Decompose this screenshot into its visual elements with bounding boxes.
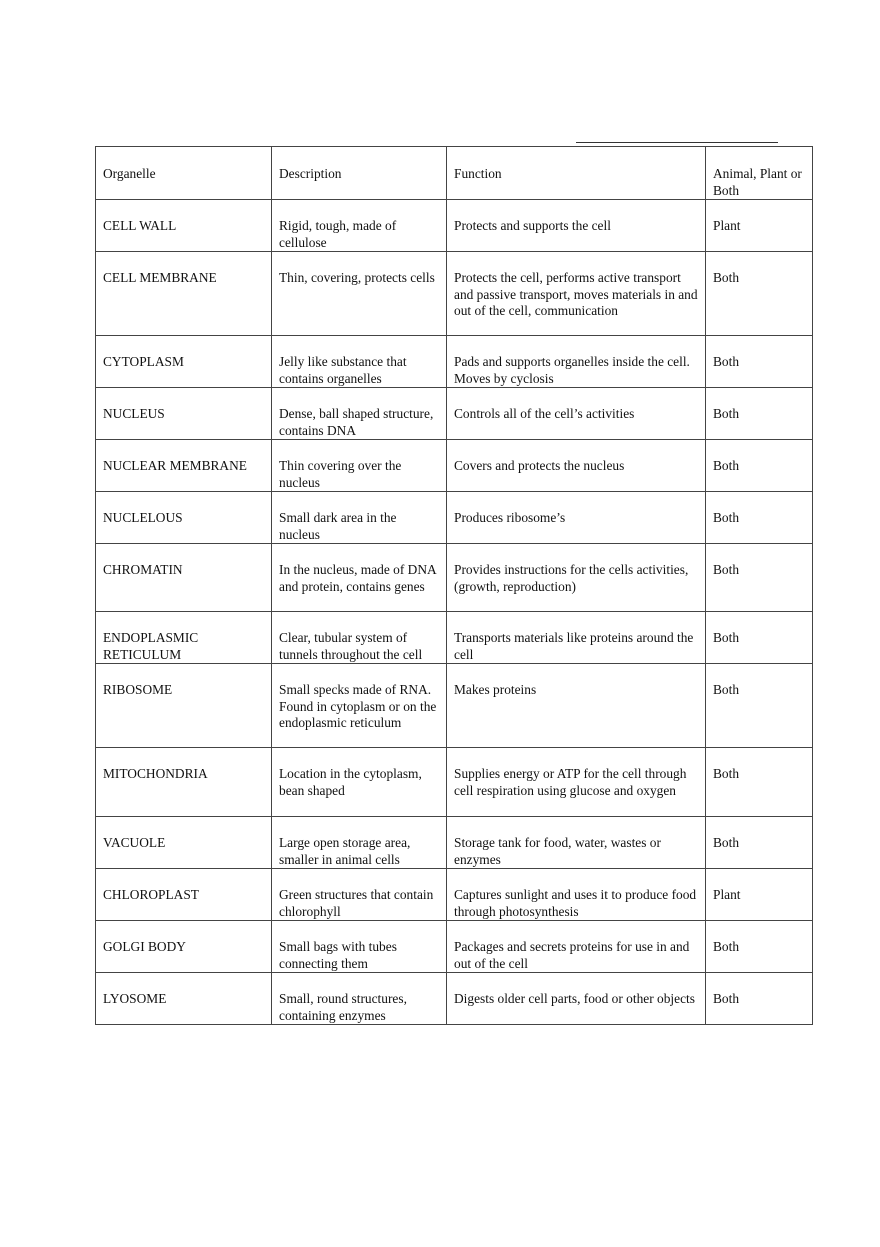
header-organelle: Organelle xyxy=(96,147,272,200)
organelle-cell: CHROMATIN xyxy=(96,544,272,612)
table-row xyxy=(96,440,813,492)
description-cell: Small dark area in the nucleus xyxy=(272,492,447,544)
organelle-cell: CHLOROPLAST xyxy=(96,869,272,921)
function-cell: Protects the cell, performs active transport and passive transport, moves materials in and out of the cell, communication xyxy=(447,252,706,336)
table-row xyxy=(96,973,813,1025)
type-cell: Both xyxy=(706,973,813,1025)
organelle-cell: MITOCHONDRIA xyxy=(96,748,272,817)
function-cell: Storage tank for food, water, wastes or enzymes xyxy=(447,817,706,869)
function-cell: Packages and secrets proteins for use in and out of the cell xyxy=(447,921,706,973)
type-cell: Both xyxy=(706,664,813,748)
organelle-table xyxy=(95,146,813,1025)
function-cell: Transports materials like proteins around the cell xyxy=(447,612,706,664)
header-description: Description xyxy=(272,147,447,200)
table-row xyxy=(96,817,813,869)
function-cell: Digests older cell parts, food or other objects xyxy=(447,973,706,1025)
description-cell: Rigid, tough, made of cellulose xyxy=(272,200,447,252)
table-row xyxy=(96,921,813,973)
type-cell: Plant xyxy=(706,869,813,921)
function-cell: Provides instructions for the cells activities, (growth, reproduction) xyxy=(447,544,706,612)
table-row xyxy=(96,748,813,817)
header-function: Function xyxy=(447,147,706,200)
function-cell: Makes proteins xyxy=(447,664,706,748)
function-cell: Captures sunlight and uses it to produce food through photosynthesis xyxy=(447,869,706,921)
type-cell: Both xyxy=(706,388,813,440)
type-cell: Plant xyxy=(706,200,813,252)
table-row xyxy=(96,252,813,336)
table-row xyxy=(96,200,813,252)
description-cell: Thin, covering, protects cells xyxy=(272,252,447,336)
name-blank-line xyxy=(576,142,778,143)
table-row xyxy=(96,492,813,544)
table-row xyxy=(96,612,813,664)
organelle-cell: RIBOSOME xyxy=(96,664,272,748)
table-row xyxy=(96,336,813,388)
type-cell: Both xyxy=(706,252,813,336)
type-cell: Both xyxy=(706,921,813,973)
organelle-cell: CELL MEMBRANE xyxy=(96,252,272,336)
function-cell: Controls all of the cell’s activities xyxy=(447,388,706,440)
type-cell: Both xyxy=(706,817,813,869)
organelle-cell: CELL WALL xyxy=(96,200,272,252)
type-cell: Both xyxy=(706,748,813,817)
table-header-row xyxy=(96,147,813,200)
organelle-cell: GOLGI BODY xyxy=(96,921,272,973)
description-cell: Location in the cytoplasm, bean shaped xyxy=(272,748,447,817)
function-cell: Pads and supports organelles inside the cell. Moves by cyclosis xyxy=(447,336,706,388)
type-cell: Both xyxy=(706,492,813,544)
function-cell: Produces ribosome’s xyxy=(447,492,706,544)
organelle-cell: VACUOLE xyxy=(96,817,272,869)
type-cell: Both xyxy=(706,612,813,664)
organelle-cell: NUCLELOUS xyxy=(96,492,272,544)
type-cell: Both xyxy=(706,440,813,492)
description-cell: Small specks made of RNA. Found in cytoplasm or on the endoplasmic reticulum xyxy=(272,664,447,748)
type-cell: Both xyxy=(706,336,813,388)
description-cell: In the nucleus, made of DNA and protein, contains genes xyxy=(272,544,447,612)
header-animal-plant-both: Animal, Plant or Both xyxy=(706,147,813,200)
organelle-cell: NUCLEAR MEMBRANE xyxy=(96,440,272,492)
organelle-cell: LYOSOME xyxy=(96,973,272,1025)
organelle-cell: CYTOPLASM xyxy=(96,336,272,388)
organelle-cell: ENDOPLASMIC RETICULUM xyxy=(96,612,272,664)
table-row xyxy=(96,664,813,748)
description-cell: Small, round structures, containing enzymes xyxy=(272,973,447,1025)
organelle-cell: NUCLEUS xyxy=(96,388,272,440)
function-cell: Protects and supports the cell xyxy=(447,200,706,252)
table-row xyxy=(96,869,813,921)
function-cell: Covers and protects the nucleus xyxy=(447,440,706,492)
description-cell: Green structures that contain chlorophyll xyxy=(272,869,447,921)
description-cell: Small bags with tubes connecting them xyxy=(272,921,447,973)
type-cell: Both xyxy=(706,544,813,612)
table-row xyxy=(96,388,813,440)
description-cell: Clear, tubular system of tunnels throughout the cell xyxy=(272,612,447,664)
description-cell: Dense, ball shaped structure, contains DNA xyxy=(272,388,447,440)
description-cell: Jelly like substance that contains organelles xyxy=(272,336,447,388)
function-cell: Supplies energy or ATP for the cell through cell respiration using glucose and oxygen xyxy=(447,748,706,817)
description-cell: Thin covering over the nucleus xyxy=(272,440,447,492)
description-cell: Large open storage area, smaller in animal cells xyxy=(272,817,447,869)
table-row xyxy=(96,544,813,612)
